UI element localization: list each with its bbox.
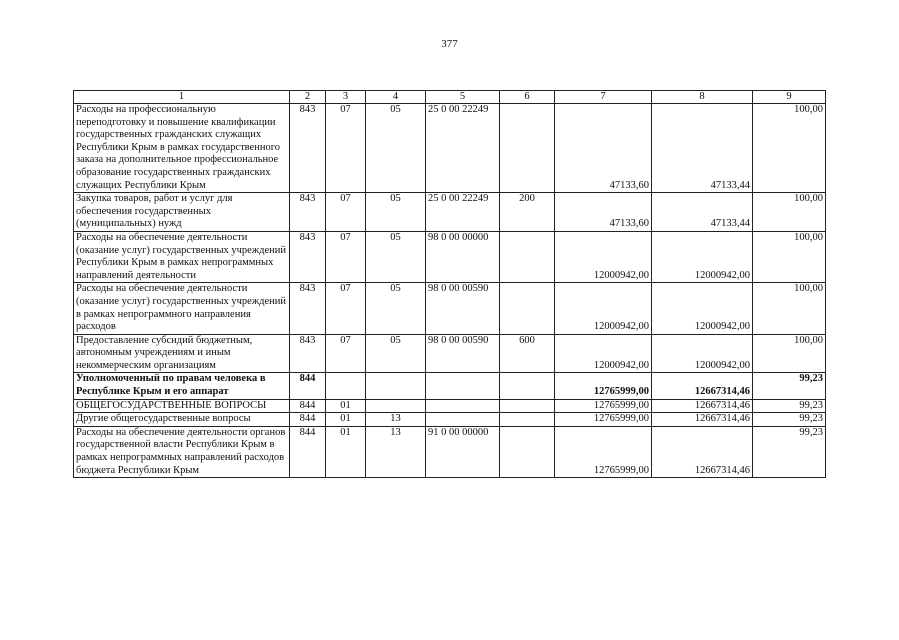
cell-col6: 200 xyxy=(500,193,555,232)
cell-col5: 98 0 00 00000 xyxy=(426,231,500,282)
cell-col5: 25 0 00 22249 xyxy=(426,193,500,232)
cell-col5 xyxy=(426,373,500,399)
cell-col2: 844 xyxy=(290,413,326,427)
cell-col3: 01 xyxy=(326,399,366,413)
table-row xyxy=(74,373,826,399)
header-cell: 1 xyxy=(74,91,290,104)
cell-col7: 12000942,00 xyxy=(555,283,652,334)
cell-col4: 05 xyxy=(366,193,426,232)
cell-col2: 843 xyxy=(290,104,326,193)
cell-col3 xyxy=(326,373,366,399)
cell-col2: 843 xyxy=(290,283,326,334)
cell-col7: 12000942,00 xyxy=(555,334,652,373)
cell-col6 xyxy=(500,231,555,282)
cell-col3: 01 xyxy=(326,426,366,477)
cell-col3: 07 xyxy=(326,283,366,334)
cell-col6 xyxy=(500,283,555,334)
header-cell: 2 xyxy=(290,91,326,104)
header-cell: 3 xyxy=(326,91,366,104)
header-cell: 5 xyxy=(426,91,500,104)
cell-col8: 12000942,00 xyxy=(652,231,753,282)
row-name: Расходы на профессиональную переподготовку и повышение квалификации государственных гражданских служащих Республики Крым в рамках государственного заказа на дополнительное профессиональное образование государственных гражданских служащих Республики Крым xyxy=(74,104,290,193)
table-row xyxy=(74,413,826,427)
header-row xyxy=(74,91,826,104)
cell-col8: 12000942,00 xyxy=(652,283,753,334)
cell-col7: 47133,60 xyxy=(555,193,652,232)
budget-table xyxy=(73,90,826,478)
cell-col9: 100,00 xyxy=(753,283,826,334)
header-cell: 6 xyxy=(500,91,555,104)
cell-col8: 12667314,46 xyxy=(652,399,753,413)
cell-col6 xyxy=(500,399,555,413)
cell-col5: 98 0 00 00590 xyxy=(426,283,500,334)
header-cell: 8 xyxy=(652,91,753,104)
table-row xyxy=(74,334,826,373)
cell-col4 xyxy=(366,373,426,399)
cell-col2: 844 xyxy=(290,373,326,399)
header-cell: 7 xyxy=(555,91,652,104)
cell-col8: 12667314,46 xyxy=(652,426,753,477)
cell-col3: 07 xyxy=(326,104,366,193)
table-row xyxy=(74,231,826,282)
cell-col8: 12667314,46 xyxy=(652,413,753,427)
cell-col4: 05 xyxy=(366,231,426,282)
cell-col2: 843 xyxy=(290,231,326,282)
cell-col9: 99,23 xyxy=(753,399,826,413)
cell-col4: 05 xyxy=(366,283,426,334)
cell-col5 xyxy=(426,413,500,427)
cell-col3: 01 xyxy=(326,413,366,427)
cell-col7: 47133,60 xyxy=(555,104,652,193)
row-name: Расходы на обеспечение деятельности (оказание услуг) государственных учреждений в рамках непрограммного направления расходов xyxy=(74,283,290,334)
cell-col9: 99,23 xyxy=(753,373,826,399)
cell-col7: 12765999,00 xyxy=(555,426,652,477)
row-name: Другие общегосударственные вопросы xyxy=(74,413,290,427)
cell-col7: 12765999,00 xyxy=(555,373,652,399)
cell-col6 xyxy=(500,426,555,477)
table-row xyxy=(74,426,826,477)
row-name: ОБЩЕГОСУДАРСТВЕННЫЕ ВОПРОСЫ xyxy=(74,399,290,413)
cell-col2: 843 xyxy=(290,193,326,232)
row-name: Уполномоченный по правам человека в Республике Крым и его аппарат xyxy=(74,373,290,399)
cell-col6 xyxy=(500,373,555,399)
cell-col8: 12000942,00 xyxy=(652,334,753,373)
cell-col4 xyxy=(366,399,426,413)
cell-col2: 844 xyxy=(290,399,326,413)
table-row xyxy=(74,104,826,193)
cell-col5: 25 0 00 22249 xyxy=(426,104,500,193)
cell-col5 xyxy=(426,399,500,413)
cell-col3: 07 xyxy=(326,334,366,373)
row-name: Расходы на обеспечение деятельности органов государственной власти Республики Крым в рамках непрограммных направлений расходов бюджета Республики Крым xyxy=(74,426,290,477)
cell-col6 xyxy=(500,413,555,427)
cell-col3: 07 xyxy=(326,231,366,282)
cell-col7: 12000942,00 xyxy=(555,231,652,282)
cell-col6 xyxy=(500,104,555,193)
cell-col7: 12765999,00 xyxy=(555,413,652,427)
table-row xyxy=(74,193,826,232)
cell-col2: 844 xyxy=(290,426,326,477)
cell-col4: 05 xyxy=(366,104,426,193)
cell-col4: 13 xyxy=(366,413,426,427)
cell-col7: 12765999,00 xyxy=(555,399,652,413)
cell-col4: 13 xyxy=(366,426,426,477)
cell-col9: 100,00 xyxy=(753,231,826,282)
cell-col9: 100,00 xyxy=(753,104,826,193)
cell-col8: 12667314,46 xyxy=(652,373,753,399)
page-number: 377 xyxy=(441,38,458,50)
cell-col4: 05 xyxy=(366,334,426,373)
table-row xyxy=(74,399,826,413)
cell-col9: 99,23 xyxy=(753,426,826,477)
row-name: Предоставление субсидий бюджетным, автономным учреждениям и иным некоммерческим организациям xyxy=(74,334,290,373)
cell-col6: 600 xyxy=(500,334,555,373)
cell-col2: 843 xyxy=(290,334,326,373)
header-cell: 9 xyxy=(753,91,826,104)
cell-col5: 98 0 00 00590 xyxy=(426,334,500,373)
table-row xyxy=(74,283,826,334)
header-cell: 4 xyxy=(366,91,426,104)
cell-col5: 91 0 00 00000 xyxy=(426,426,500,477)
cell-col9: 99,23 xyxy=(753,413,826,427)
cell-col9: 100,00 xyxy=(753,334,826,373)
row-name: Расходы на обеспечение деятельности (оказание услуг) государственных учреждений Республики Крым в рамках непрограммных направлений деятельности xyxy=(74,231,290,282)
cell-col9: 100,00 xyxy=(753,193,826,232)
cell-col3: 07 xyxy=(326,193,366,232)
cell-col8: 47133,44 xyxy=(652,104,753,193)
row-name: Закупка товаров, работ и услуг для обеспечения государственных (муниципальных) нужд xyxy=(74,193,290,232)
cell-col8: 47133,44 xyxy=(652,193,753,232)
